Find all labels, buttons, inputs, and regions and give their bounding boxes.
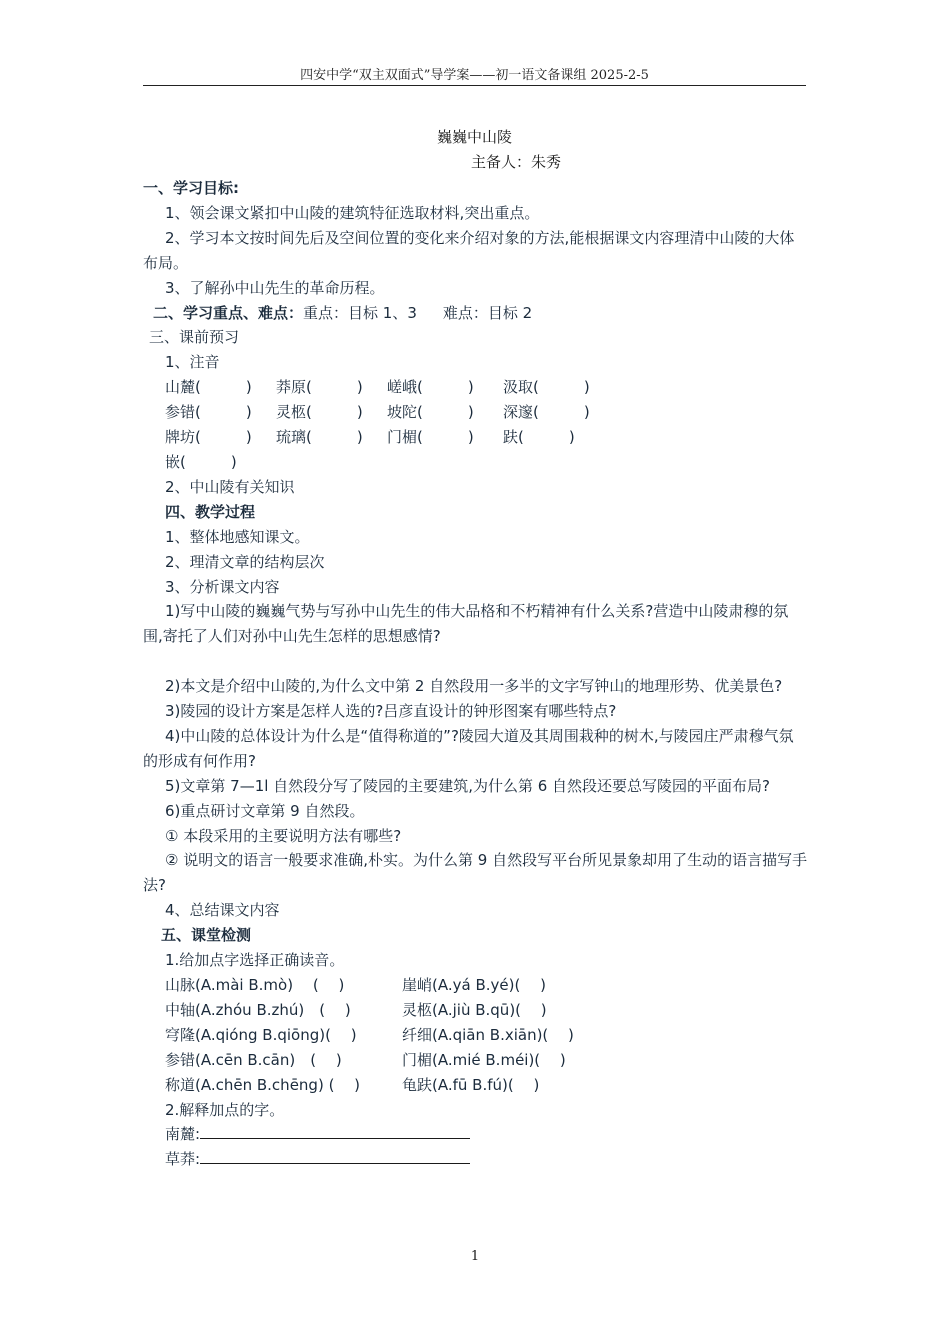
teaching-step: 3、分析课文内容 (165, 577, 280, 596)
objective-item: 2、学习本文按时间先后及空间位置的变化来介绍对象的方法,能根据课文内容理清中山陵的大体布局。 (143, 228, 795, 272)
pinyin-item: 坡陀( ) (387, 403, 474, 422)
pinyin-item: 山麓( ) (165, 378, 252, 397)
section-heading: 二、学习重点、难点： (153, 303, 304, 322)
answer-line (200, 1122, 470, 1139)
fill-blank-row (143, 1147, 808, 1172)
pinyin-item: 嵌( ) (165, 452, 237, 471)
page-header: 四安中学“双主双面式”导学案——初一语文备课组 2025-2-5 (300, 68, 649, 83)
test-question: 1.给加点字选择正确读音。 (165, 951, 345, 970)
pinyin-item: 牌坊( ) (165, 428, 252, 447)
choice-item: 称道(A.chēn B.chēng) ( ) (165, 1075, 361, 1094)
choice-row (143, 973, 808, 998)
sub-question: ① 本段采用的主要说明方法有哪些? (165, 826, 402, 845)
author-line: 主备人：朱秀 (471, 153, 562, 171)
choice-row (143, 1073, 808, 1098)
section-heading: 四、教学过程 (165, 502, 256, 521)
teaching-step: 1、整体地感知课文。 (165, 527, 310, 546)
pinyin-item: 莽原( ) (276, 378, 363, 397)
pinyin-item: 参错( ) (165, 403, 252, 422)
choice-item: 崖峭(A.yá B.yé)( ) (402, 975, 546, 994)
pinyin-item: 趺( ) (503, 428, 575, 447)
pinyin-row (143, 400, 808, 425)
section-heading: 三、课前预习 (149, 328, 240, 347)
pinyin-item: 汲取( ) (503, 378, 590, 397)
analysis-question: 3)陵园的设计方案是怎样人选的?吕彦直设计的钟形图案有哪些特点? (165, 702, 617, 721)
choice-item: 龟趺(A.fū B.fú)( ) (402, 1075, 540, 1094)
analysis-question: 2)本文是介绍中山陵的,为什么文中第 2 自然段用一多半的文字写钟山的地理形势、优美景色? (165, 677, 783, 696)
analysis-question: 6)重点研讨文章第 9 自然段。 (165, 801, 365, 820)
section-heading: 五、课堂检测 (161, 926, 252, 945)
sub-heading: 1、注音 (165, 353, 220, 372)
pinyin-item: 琉璃( ) (276, 428, 363, 447)
choice-row (143, 998, 808, 1023)
answer-line (200, 1147, 470, 1164)
fill-label: 草莽: (165, 1150, 201, 1169)
sub-heading: 2、中山陵有关知识 (165, 477, 295, 496)
pinyin-row (143, 425, 808, 450)
spacer (143, 649, 808, 674)
pinyin-item: 灵柩( ) (276, 403, 363, 422)
choice-row (143, 1023, 808, 1048)
pinyin-item: 门楣( ) (387, 428, 474, 447)
pinyin-row (143, 450, 808, 475)
choice-item: 参错(A.cēn B.cān) ( ) (165, 1050, 342, 1069)
test-question: 2.解释加点的字。 (165, 1100, 285, 1119)
focus-text: 重点：目标 1、3 (303, 303, 417, 322)
analysis-question: 4)中山陵的总体设计为什么是“值得称道的”?陵园大道及其周围栽种的树木,与陵园庄严肃穆气氛的形成有何作用? (143, 726, 794, 770)
choice-item: 灵柩(A.jiù B.qū)( ) (402, 1000, 547, 1019)
objective-item: 1、领会课文紧扣中山陵的建筑特征选取材料,突出重点。 (165, 203, 540, 222)
teaching-step: 4、总结课文内容 (165, 901, 280, 920)
analysis-question: 5)文章第 7—1l 自然段分写了陵园的主要建筑,为什么第 6 自然段还要总写陵园的平面布局? (165, 776, 770, 795)
choice-item: 中轴(A.zhóu B.zhú) ( ) (165, 1000, 351, 1019)
choice-item: 山脉(A.mài B.mò) ( ) (165, 975, 345, 994)
page-number: 1 (470, 1249, 480, 1264)
document-title: 巍巍中山陵 (436, 128, 512, 146)
header-rule (143, 85, 806, 86)
choice-item: 纤细(A.qiān B.xiān)( ) (402, 1025, 574, 1044)
analysis-question: 1)写中山陵的巍巍气势与写孙中山先生的伟大品格和不朽精神有什么关系?营造中山陵肃穆的氛围,寄托了人们对孙中山先生怎样的思想感情? (143, 602, 789, 646)
objective-item: 3、了解孙中山先生的革命历程。 (165, 278, 385, 297)
key-points-line (143, 301, 808, 326)
pinyin-row (143, 375, 808, 400)
pinyin-item: 嵯峨( ) (387, 378, 474, 397)
document-body (143, 176, 808, 1172)
fill-label: 南麓: (165, 1125, 201, 1144)
difficulty-text: 难点：目标 2 (442, 303, 533, 322)
sub-question: ② 说明文的语言一般要求准确,朴实。为什么第 9 自然段写平台所见景象却用了生动的语言描写手法? (143, 851, 808, 895)
choice-item: 穹隆(A.qióng B.qiōng)( ) (165, 1025, 357, 1044)
choice-row (143, 1048, 808, 1073)
teaching-step: 2、理清文章的结构层次 (165, 552, 325, 571)
choice-item: 门楣(A.mié B.méi)( ) (402, 1050, 566, 1069)
section-heading: 一、学习目标: (143, 179, 239, 197)
pinyin-item: 深邃( ) (503, 403, 590, 422)
fill-blank-row (143, 1122, 808, 1147)
